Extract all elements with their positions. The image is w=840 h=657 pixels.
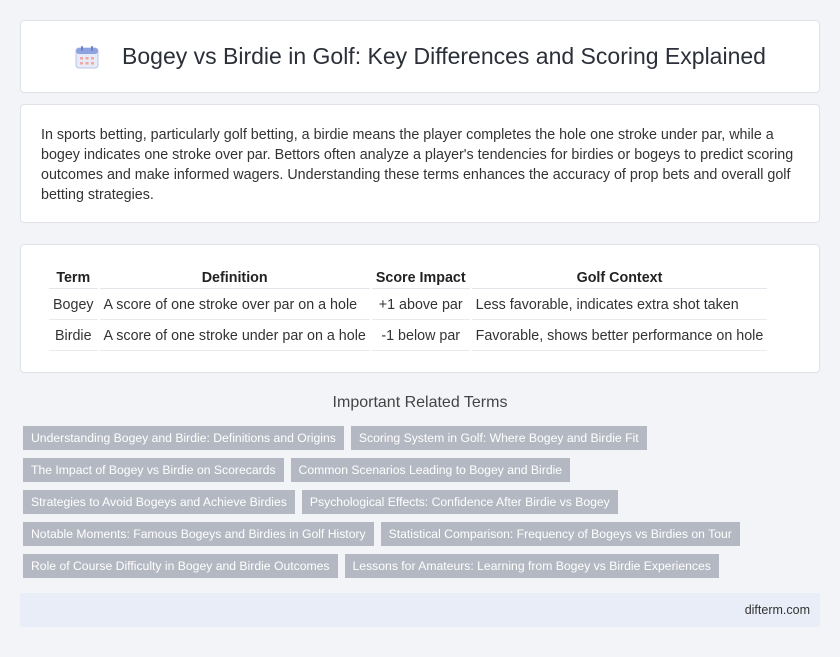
table-cell: A score of one stroke over par on a hole	[100, 291, 370, 320]
calendar-icon	[74, 44, 100, 70]
related-term-tag[interactable]: Scoring System in Golf: Where Bogey and Birdie Fit	[351, 426, 647, 450]
table-cell: -1 below par	[372, 322, 470, 351]
comparison-table	[47, 267, 769, 353]
related-term-tag[interactable]: Strategies to Avoid Bogeys and Achieve Birdies	[23, 490, 295, 514]
header-definition: Definition	[100, 269, 370, 289]
related-term-tag[interactable]: Notable Moments: Famous Bogeys and Birdies in Golf History	[23, 522, 374, 546]
related-term-tag[interactable]: Common Scenarios Leading to Bogey and Birdie	[291, 458, 571, 482]
header-golf-context: Golf Context	[472, 269, 768, 289]
table-header-row	[49, 269, 767, 289]
related-term-tag[interactable]: Understanding Bogey and Birdie: Definitions and Origins	[23, 426, 344, 450]
related-terms-list	[23, 426, 823, 586]
footer	[20, 593, 820, 627]
table-cell: Less favorable, indicates extra shot taken	[472, 291, 768, 320]
title-card	[20, 20, 820, 93]
table-cell: Birdie	[49, 322, 98, 351]
table-cell: +1 above par	[372, 291, 470, 320]
table-row	[49, 291, 767, 320]
table-card	[20, 244, 820, 373]
related-terms-heading: Important Related Terms	[332, 394, 508, 411]
intro-paragraph: In sports betting, particularly golf betting, a birdie means the player completes the hole one stroke under par, while a bogey indicates one stroke over par. Bettors often analyze a player's tendencies for birdies or bogeys to predict scoring outcomes and make informed wagers. Understanding these terms enhances the accuracy of prop bets and overall golf betting strategies.	[41, 127, 794, 203]
related-term-tag[interactable]: Lessons for Amateurs: Learning from Bogey vs Birdie Experiences	[345, 554, 719, 578]
related-term-tag[interactable]: Role of Course Difficulty in Bogey and Birdie Outcomes	[23, 554, 338, 578]
footer-brand-link[interactable]: difterm.com	[744, 603, 810, 617]
intro-card	[20, 104, 820, 223]
page-title: Bogey vs Birdie in Golf: Key Differences and Scoring Explained	[122, 43, 766, 69]
table-row	[49, 322, 767, 351]
table-cell: Favorable, shows better performance on hole	[472, 322, 768, 351]
header-term: Term	[49, 269, 98, 289]
header-score-impact: Score Impact	[372, 269, 470, 289]
table-cell: A score of one stroke under par on a hole	[100, 322, 370, 351]
related-term-tag[interactable]: The Impact of Bogey vs Birdie on Scorecards	[23, 458, 284, 482]
related-term-tag[interactable]: Psychological Effects: Confidence After Birdie vs Bogey	[302, 490, 618, 514]
table-cell: Bogey	[49, 291, 98, 320]
related-term-tag[interactable]: Statistical Comparison: Frequency of Bogeys vs Birdies on Tour	[381, 522, 740, 546]
